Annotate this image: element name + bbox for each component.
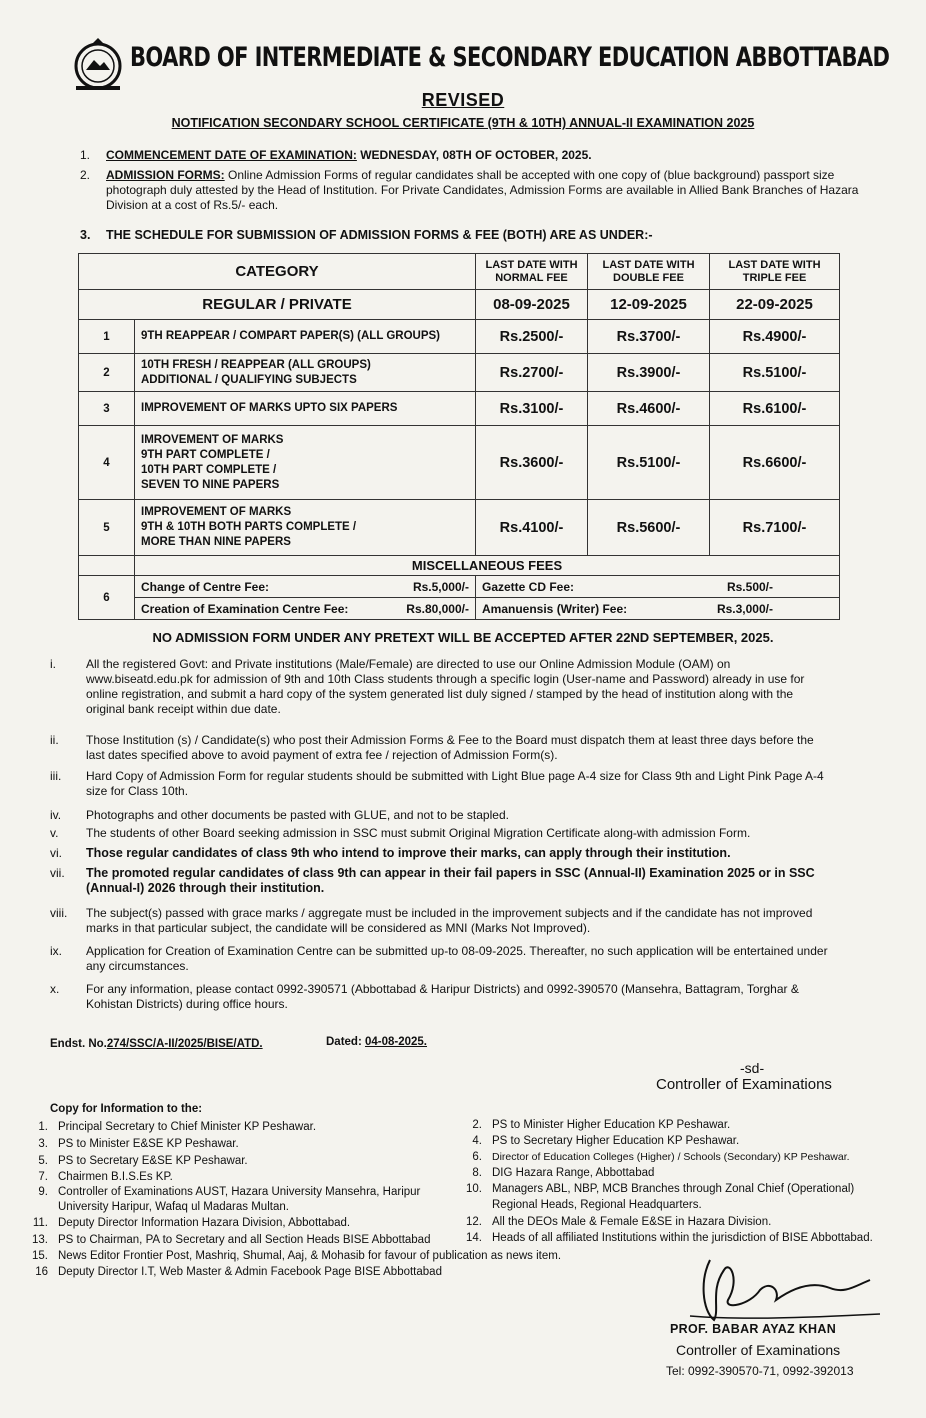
normal-fee: Rs.2700/- bbox=[476, 354, 588, 392]
normal-fee-date: 08-09-2025 bbox=[476, 290, 588, 320]
table-row bbox=[79, 500, 840, 556]
table-row bbox=[79, 426, 840, 500]
triple-fee: Rs.7100/- bbox=[710, 500, 840, 556]
normal-fee: Rs.4100/- bbox=[476, 500, 588, 556]
misc-right: Amanuensis (Writer) Fee: Rs.3,000/- bbox=[476, 598, 840, 620]
deadline-warning: NO ADMISSION FORM UNDER ANY PRETEXT WILL BE ACCEPTED AFTER 22ND SEPTEMBER, 2025. bbox=[152, 630, 774, 645]
misc-fees-heading: MISCELLANEOUS FEES bbox=[135, 556, 840, 576]
row-category: 10TH FRESH / REAPPEAR (ALL GROUPS) ADDITIONAL / QUALIFYING SUBJECTS bbox=[135, 354, 476, 392]
admission-forms-label: ADMISSION FORMS: bbox=[106, 168, 225, 182]
note-i: i. All the registered Govt: and Private institutions (Male/Female) are directed to use our Online Admission Module (OAM) on www.biseatd.edu.pk for admission of 9th and 10th Class students through a specific login (User-name and Password) already in use for online registration, and submit a hard copy of the system generated list duly signed / stamped by the head of institution along with the original bank receipt within due date. bbox=[50, 657, 805, 716]
regular-private-label: REGULAR / PRIVATE bbox=[79, 290, 476, 320]
admission-forms-text: Online Admission Forms of regular candidates shall be accepted with one copy of (blue background) passport size photograph duly attested by the Head of Institution. For Private Candidates, Admission Forms are available in Allied Bank Branches of Hazara Division at a cost of Rs.5/- each. bbox=[106, 168, 859, 212]
misc-row bbox=[79, 576, 840, 598]
misc-right: Gazette CD Fee: Rs.500/- bbox=[476, 576, 840, 598]
signed-mark: -sd- bbox=[740, 1060, 765, 1076]
misc-left: Change of Centre Fee: Rs.5,000/- bbox=[135, 576, 476, 598]
row-number: 4 bbox=[79, 426, 135, 500]
controller-title-top: Controller of Examinations bbox=[656, 1076, 832, 1093]
endorsement-number: Endst. No.274/SSC/A-II/2025/BISE/ATD. bbox=[50, 1038, 263, 1050]
misc-left: Creation of Examination Centre Fee: Rs.80,000/- bbox=[135, 598, 476, 620]
category-header: CATEGORY bbox=[79, 254, 476, 290]
normal-fee: Rs.2500/- bbox=[476, 320, 588, 354]
point-number: 2. bbox=[80, 168, 91, 182]
commencement-date: WEDNESDAY, 08TH OF OCTOBER, 2025. bbox=[356, 148, 592, 162]
double-fee: Rs.3700/- bbox=[588, 320, 710, 354]
normal-fee: Rs.3100/- bbox=[476, 392, 588, 426]
fee-schedule-table bbox=[78, 253, 840, 620]
revised-title: REVISED bbox=[421, 90, 505, 110]
double-fee: Rs.5100/- bbox=[588, 426, 710, 500]
misc-row bbox=[79, 598, 840, 620]
row-category: IMROVEMENT OF MARKS 9TH PART COMPLETE / 10TH PART COMPLETE / SEVEN TO NINE PAPERS bbox=[135, 426, 476, 500]
row-category: 9TH REAPPEAR / COMPART PAPER(S) (ALL GROUPS) bbox=[135, 320, 476, 354]
row-category: IMPROVEMENT OF MARKS 9TH & 10TH BOTH PARTS COMPLETE / MORE THAN NINE PAPERS bbox=[135, 500, 476, 556]
row-number: 3 bbox=[79, 392, 135, 426]
row-number: 1 bbox=[79, 320, 135, 354]
double-fee-header: LAST DATE WITH DOUBLE FEE bbox=[588, 254, 710, 290]
board-emblem-icon bbox=[70, 36, 126, 92]
triple-fee: Rs.5100/- bbox=[710, 354, 840, 392]
normal-fee-header: LAST DATE WITH NORMAL FEE bbox=[476, 254, 588, 290]
commencement-label: COMMENCEMENT DATE OF EXAMINATION: bbox=[106, 148, 357, 162]
schedule-heading: THE SCHEDULE FOR SUBMISSION OF ADMISSION FORMS & FEE (BOTH) ARE AS UNDER:- bbox=[106, 228, 653, 242]
table-row bbox=[79, 392, 840, 426]
row-number: 5 bbox=[79, 500, 135, 556]
double-fee: Rs.3900/- bbox=[588, 354, 710, 392]
row-category: IMPROVEMENT OF MARKS UPTO SIX PAPERS bbox=[135, 392, 476, 426]
board-name: BOARD OF INTERMEDIATE & SECONDARY EDUCATION ABBOTTABAD bbox=[130, 42, 890, 72]
point-number: 3. bbox=[80, 228, 91, 242]
notification-document: BOARD OF INTERMEDIATE & SECONDARY EDUCATION ABBOTTABAD REVISED NOTIFICATION SECONDARY SCHOOL CERTIFICATE (9TH & 10TH) ANNUAL-II EXAMINATION 2025 1. COMMENCEMENT DATE OF EXAMINATION: WEDNESDAY, 08TH OF OCTOBER, 2025. 2. ADMISSION FORMS: Online Admission Forms of regular candidates shall be accepted with one copy of (blue background) passport size photograph duly attested by the Head of Institution. For Private Candidates, Admission Forms are available in Allied Bank Branches of Hazara Division at a cost of Rs.5/- each. 3. THE SCHEDULE FOR SUBMISSION OF ADMISSION FORMS & FEE (BOTH) ARE AS UNDER:- CATEGORY LAST DATE WITH NORMAL FEE LAST DATE WITH DOUBLE FEE LAST DATE WITH TRIPLE FEE REGULAR / PRIVATE 08-09-2025 12-09-2025 22-09-2025 1 9TH REAPPEAR / COMPART PAPER(S) (ALL GROUPS) Rs.2500/- Rs.3700/- Rs.4900/- 2 10TH FRESH / REAPPEAR (ALL GROUPS) ADDITIONAL / QUALIFYING SUBJECTS Rs.2700/- Rs.3900/- Rs.5100/- 3 IMPROVEMENT OF MARKS UPTO SIX PAPERS Rs.3100/- Rs.4600/- Rs.6100/- 4 IMROVEMENT OF MARKS 9TH PART COMPLETE / 10TH PART COMPLETE / SEVEN TO NINE PAPERS Rs.3600/- Rs.5100/- Rs.6600/- 5 IMPROVEMENT OF MARKS 9TH & 10TH BOTH PARTS COMPLETE / MORE THAN NINE PAPERS Rs.4100/- Rs.5600/- Rs.7100/- MISCELLANEOUS FEES 6 Change of Centre Fee: Rs.5,000/- Gazette CD Fee: Rs.500/- Creation of Examination Centre Fee: Rs.80,000/- Amanuensis (Writer) Fee: Rs.3,000/- NO ADMISSION FORM UNDER ANY PRETEXT WILL BE ACCEPTED AFTER 22ND SEPTEMBER, 2025. i. All the registered Govt: and Private institutions (Male/Female) are directed to use our Online Admission Module (OAM) on www.biseatd.edu.pk for admission of 9th and 10th Class students through a specific login (User-name and Password) already in use for online registration, and submit a hard copy of the system generated list duly signed / stamped by the head of institution along with the original bank receipt within due date. ii. Those Institution (s) / Candidate(s) who post their Admission Forms & Fee to the Board must dispatch them at least three days before the last dates specified above to avoid payment of extra fee / rejection of Admission Form(s). iii. Hard Copy of Admission Form for regular students should be submitted with Light Blue page A-4 size for Class 9th and Light Pink Page A-4 size for Class 10th. iv. Photographs and other documents be pasted with GLUE, and not to be stapled. v. The students of other Board seeking admission in SSC must submit Original Migration Certificate along-with admission Form. vi. Those regular candidates of class 9th who intend to improve their marks, can apply through their institution. vii. The promoted regular candidates of class 9th can appear in their fail papers in SSC (Annual-II) Examination 2025 or in SSC (Annual-I) 2026 through their institution. viii. The subject(s) passed with grace marks / aggregate must be included in the improvement subjects and if the candidate has not improved marks in that particular subject, the candidate will be considered as MNI (Marks Not Improved). ix. Application for Creation of Examination Centre can be submitted up-to 08-09-2025. Thereafter, no such application will be entertained under any circumstances. x. For any information, please contact 0992-390571 (Abbottabad & Haripur Districts) and 0992-390570 (Mansehra, Battagram, Torghar & Kohistan Districts) during office hours. Endst. No.274/SSC/A-II/2025/BISE/ATD. Dated: 04-08-2025. -sd- Controller of Examinations Copy for Information to the: 1. Principal Secretary to Chief Minister KP Peshawar. 3. PS to Minister E&SE KP Peshawar. 5. PS to Secretary E&SE KP Peshawar. 7. Chairmen B.I.S.Es KP. 9. Controller of Examinations AUST, Hazara University Mansehra, Haripur University Haripur, Wafaq ul Madaras Multan. 11. Deputy Director Information Hazara Division, Abbottabad. 13. PS to Chairman, PA to Secretary and all Section Heads BISE Abbottabad 15. News Editor Frontier Post, Mashriq, Shumal, Aaj, & Mohasib for favour of publication as news item. 16 Deputy Director I.T, Web Master & Admin Facebook Page BISE Abbottabad 2. PS to Minister Higher Education KP Peshawar. 4. PS to Secretary Higher Education KP Peshawar. 6. Director of Education Colleges (Higher) / Schools (Secondary) KP Peshawar. 8. DIG Hazara Range, Abbottabad 10. Managers ABL, NBP, MCB Branches through Zonal Chief (Operational) Regional Heads, Regional Headquarters. 12. All the DEOs Male & Female E&SE in Hazara Division. 14. Heads of all affiliated Institutions within the jurisdiction of BISE Abbottabad. PROF. BABAR AYAZ KHAN Controller of Examinations Tel: 0992-390570-71, 0992-392013 bbox=[0, 0, 926, 1418]
normal-fee: Rs.3600/- bbox=[476, 426, 588, 500]
table-row bbox=[79, 354, 840, 392]
copy-heading: Copy for Information to the: bbox=[50, 1103, 203, 1115]
table-row bbox=[79, 320, 840, 354]
row-number: 2 bbox=[79, 354, 135, 392]
signatory-name: PROF. BABAR AYAZ KHAN bbox=[670, 1322, 837, 1336]
contact-telephone: Tel: 0992-390570-71, 0992-392013 bbox=[666, 1364, 854, 1378]
triple-fee: Rs.6100/- bbox=[710, 392, 840, 426]
letterhead bbox=[70, 36, 890, 96]
double-fee: Rs.4600/- bbox=[588, 392, 710, 426]
controller-title-bottom: Controller of Examinations bbox=[676, 1342, 841, 1358]
triple-fee: Rs.4900/- bbox=[710, 320, 840, 354]
signature-icon bbox=[680, 1250, 890, 1330]
triple-fee-date: 22-09-2025 bbox=[710, 290, 840, 320]
notification-title: NOTIFICATION SECONDARY SCHOOL CERTIFICATE (9TH & 10TH) ANNUAL-II EXAMINATION 2025 bbox=[171, 116, 755, 130]
endorsement-date: Dated: 04-08-2025. bbox=[326, 1036, 428, 1048]
triple-fee-header: LAST DATE WITH TRIPLE FEE bbox=[710, 254, 840, 290]
row-number: 6 bbox=[79, 576, 135, 620]
triple-fee: Rs.6600/- bbox=[710, 426, 840, 500]
double-fee: Rs.5600/- bbox=[588, 500, 710, 556]
double-fee-date: 12-09-2025 bbox=[588, 290, 710, 320]
point-number: 1. bbox=[80, 148, 91, 162]
